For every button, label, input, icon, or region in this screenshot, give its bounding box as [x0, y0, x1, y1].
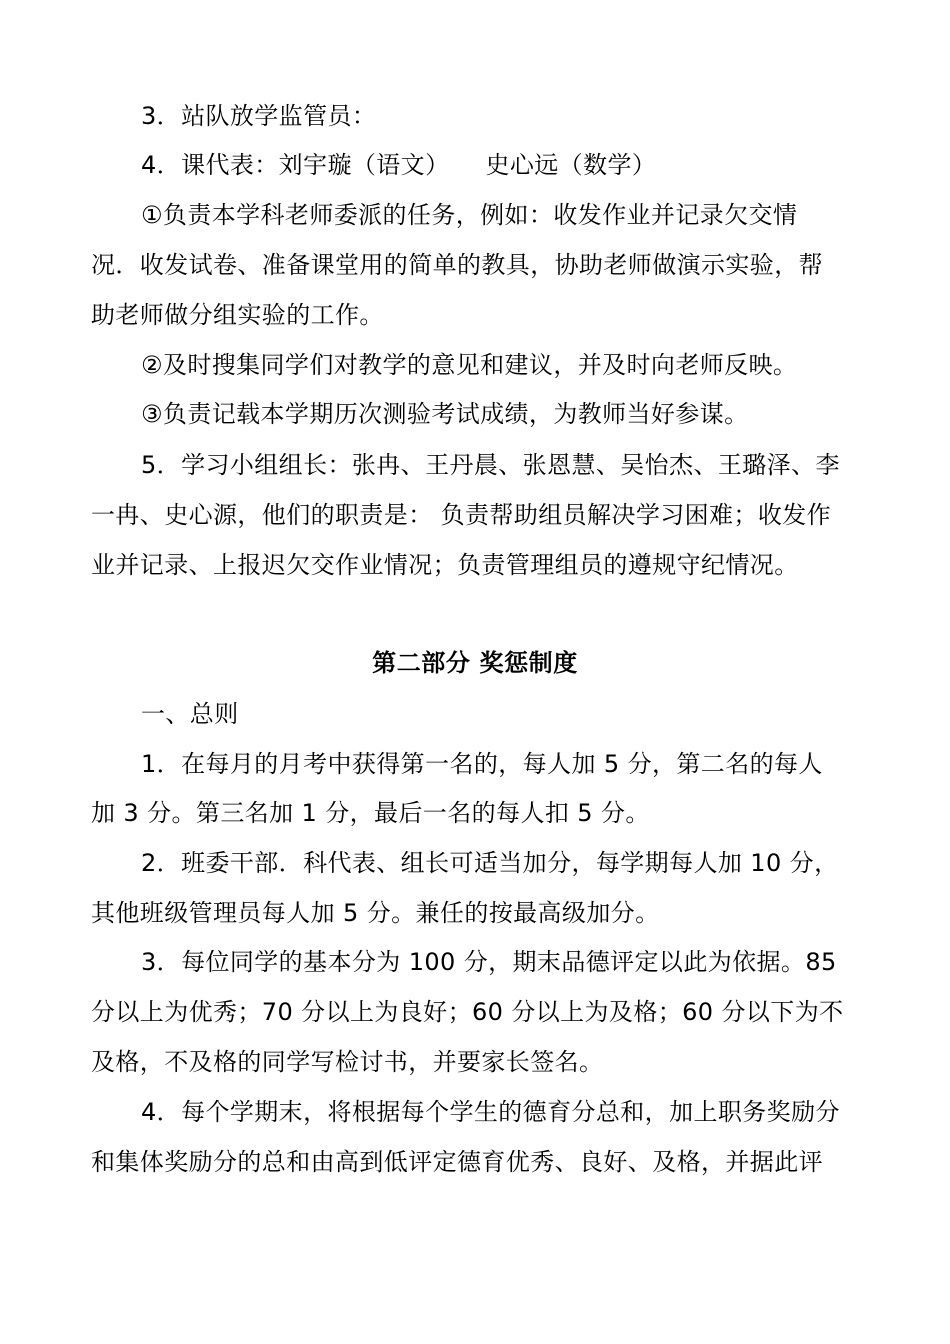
- rule-2-line-2: 其他班级管理员每人加 5 分。兼任的按最高级加分。: [91, 899, 660, 927]
- item-4-chinese-rep: 4．课代表：刘宇璇（语文）: [141, 151, 450, 179]
- item-3-line: 3．站队放学监管员：: [141, 102, 377, 130]
- item-4-line: [141, 149, 656, 181]
- general-rules-subtitle: 一、总则: [141, 700, 239, 728]
- rule-4-line-1: 4．每个学期末，将根据每个学生的德育分总和，加上职务奖励分: [141, 1098, 840, 1126]
- section-2-title: 第二部分 奖惩制度: [372, 649, 578, 677]
- duty-1-line-1: ①负责本学科老师委派的任务，例如：收发作业并记录欠交情: [141, 201, 798, 229]
- duty-1-line-2: 况．收发试卷、准备课堂用的简单的教具，协助老师做演示实验，帮: [91, 251, 823, 279]
- item-5-line-1: 5．学习小组组长：张冉、王丹晨、张恩慧、吴怡杰、王璐泽、李: [141, 451, 840, 479]
- item-4-math-rep: 史心远（数学）: [485, 151, 657, 179]
- duty-3-line: ③负责记载本学期历次测验考试成绩，为教师当好参谋。: [141, 400, 749, 428]
- rule-3-line-2: 分以上为优秀；70 分以上为良好；60 分以上为及格；60 分以下为不: [91, 998, 844, 1026]
- item-5-line-2: 一冉、史心源，他们的职责是： 负责帮助组员解决学习困难；收发作: [91, 501, 832, 529]
- rule-3-line-1: 3．每位同学的基本分为 100 分，期末品德评定以此为依据。85: [141, 948, 837, 976]
- item-5-line-3: 业并记录、上报迟欠交作业情况；负责管理组员的遵规守纪情况。: [91, 551, 799, 579]
- rule-2-line-1: 2．班委干部．科代表、组长可适当加分，每学期每人加 10 分，: [141, 849, 839, 877]
- rule-4-line-2: 和集体奖励分的总和由高到低评定德育优秀、良好、及格，并据此评: [91, 1148, 823, 1176]
- rule-1-line-2: 加 3 分。第三名加 1 分，最后一名的每人扣 5 分。: [91, 799, 650, 827]
- duty-2-line: ②及时搜集同学们对教学的意见和建议，并及时向老师反映。: [141, 351, 798, 379]
- rule-3-line-3: 及格，不及格的同学写检讨书，并要家长签名。: [91, 1048, 604, 1076]
- rule-1-line-1: 1．在每月的月考中获得第一名的，每人加 5 分，第二名的每人: [141, 750, 823, 778]
- duty-1-line-3: 助老师做分组实验的工作。: [91, 301, 384, 329]
